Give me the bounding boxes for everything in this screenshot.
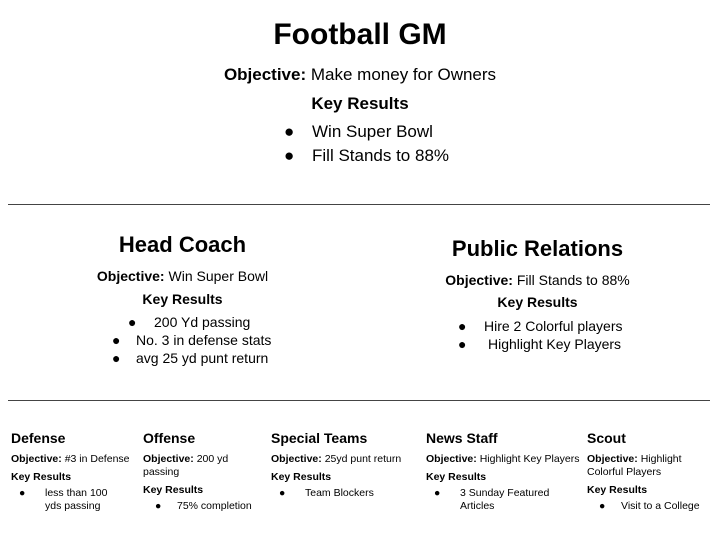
scout-objective	[587, 453, 715, 479]
objective-text: Highlight Key Players	[479, 453, 580, 465]
objective-label: Objective:	[271, 453, 322, 465]
divider-bottom	[8, 400, 710, 401]
defense-key-results-heading: Key Results	[11, 471, 72, 483]
head-coach-title: Head Coach	[118, 232, 247, 257]
bullet-icon: ●	[599, 500, 606, 512]
public-relations-title: Public Relations	[451, 236, 624, 261]
objective-label: Objective:	[96, 268, 165, 284]
offense-column	[143, 430, 261, 513]
head-coach-key-results-list	[108, 314, 308, 368]
scout-key-results-list	[587, 500, 715, 513]
special-teams-title: Special Teams	[271, 430, 368, 446]
list-item: ● 200 Yd passing	[128, 314, 251, 330]
bullet-icon: ●	[458, 318, 467, 334]
public-relations-key-results-heading: Key Results	[497, 294, 578, 310]
special-teams-column	[271, 430, 421, 500]
news-staff-title: News Staff	[426, 430, 498, 446]
objective-label: Objective:	[11, 453, 62, 465]
offense-key-results-heading: Key Results	[143, 484, 204, 496]
objective-text: #3 in Defense	[64, 453, 130, 465]
list-item: ● 3 Sunday Featured Articles	[434, 487, 550, 512]
head-coach-objective	[60, 268, 305, 284]
list-item: ● No. 3 in defense stats	[112, 332, 272, 348]
list-item: ● Win Super Bowl	[284, 122, 433, 141]
bullet-icon: ●	[112, 332, 121, 348]
list-item: ● less than 100 yds passing	[19, 487, 108, 512]
news-staff-objective	[426, 453, 581, 466]
bullet-icon: ●	[434, 487, 441, 499]
public-relations-objective	[415, 272, 660, 288]
bullet-icon: ●	[284, 122, 295, 141]
news-staff-key-results-list	[426, 487, 556, 513]
objective-text: Highlight Colorful Players	[587, 453, 682, 478]
offense-key-results-list	[143, 500, 261, 513]
list-item: ● avg 25 yd punt return	[112, 350, 269, 366]
special-teams-objective	[271, 453, 421, 466]
gm-objective	[0, 65, 720, 85]
bullet-icon: ●	[458, 336, 467, 352]
defense-column	[11, 430, 136, 513]
objective-text: 25yd punt return	[324, 453, 402, 465]
scout-title: Scout	[587, 430, 626, 446]
scout-column	[587, 430, 715, 513]
list-item: ● Hire 2 Colorful players	[458, 318, 623, 334]
defense-objective	[11, 453, 136, 466]
objective-label: Objective:	[445, 272, 513, 288]
bullet-icon: ●	[112, 350, 121, 366]
offense-objective	[143, 453, 258, 479]
objective-label: Objective:	[223, 65, 307, 84]
scout-key-results-heading: Key Results	[587, 484, 648, 496]
bullet-icon: ●	[284, 146, 295, 165]
list-item: ● Fill Stands to 88%	[284, 146, 450, 165]
defense-key-results-list	[11, 487, 111, 513]
special-teams-key-results-heading: Key Results	[271, 471, 332, 483]
news-staff-column	[426, 430, 581, 513]
objective-text: Make money for Owners	[310, 65, 497, 84]
list-item: ● Highlight Key Players	[458, 336, 622, 352]
public-relations-key-results-list	[454, 318, 664, 354]
bullet-icon: ●	[19, 487, 26, 499]
objective-label: Objective:	[143, 453, 194, 465]
gm-key-results-heading: Key Results	[311, 94, 409, 113]
news-staff-key-results-heading: Key Results	[426, 471, 487, 483]
objective-text: Fill Stands to 88%	[516, 272, 630, 288]
objective-label: Objective:	[426, 453, 477, 465]
list-item: ● Visit to a College	[599, 500, 700, 512]
special-teams-key-results-list	[271, 487, 421, 500]
gm-key-results-list	[276, 122, 536, 170]
head-coach-key-results-heading: Key Results	[142, 291, 223, 307]
defense-title: Defense	[11, 430, 66, 446]
bullet-icon: ●	[128, 314, 137, 330]
objective-label: Objective:	[587, 453, 638, 465]
objective-text: 200 yd passing	[143, 453, 229, 478]
list-item: ● Team Blockers	[279, 487, 374, 499]
list-item: ● 75% completion	[155, 500, 252, 512]
page-title: Football GM	[273, 18, 447, 51]
divider-top	[8, 204, 710, 205]
bullet-icon: ●	[279, 487, 286, 499]
bullet-icon: ●	[155, 500, 162, 512]
offense-title: Offense	[143, 430, 196, 446]
objective-text: Win Super Bowl	[168, 268, 269, 284]
